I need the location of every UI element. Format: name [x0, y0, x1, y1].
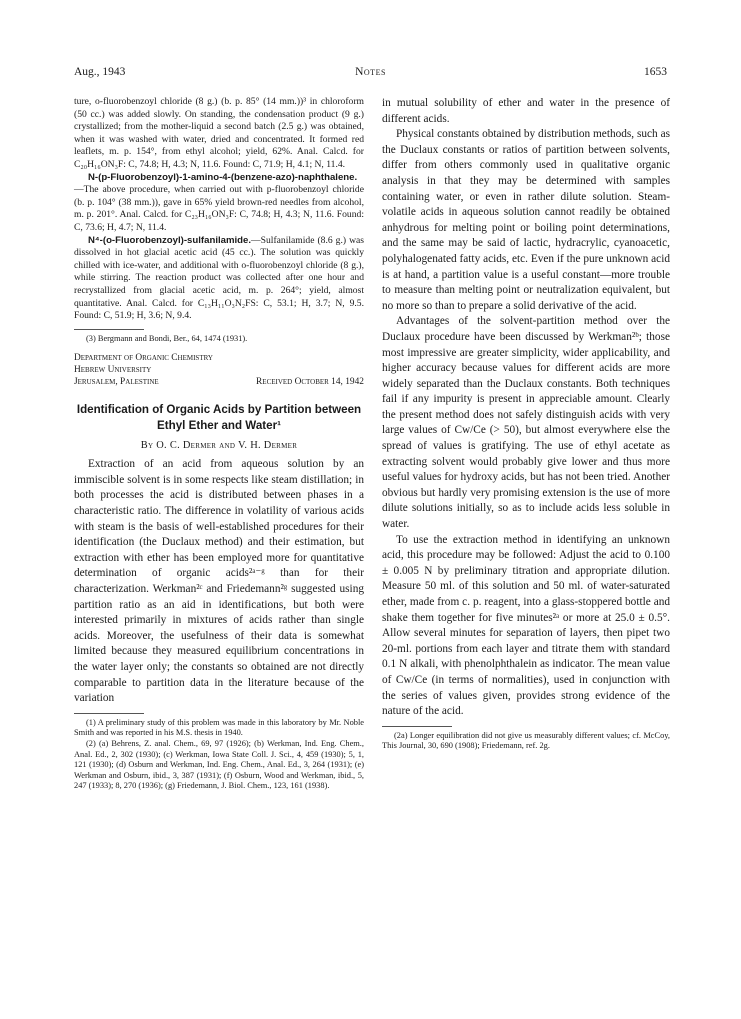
footnote-3: (3) Bergmann and Bondi, Ber., 64, 1474 (1931).: [86, 333, 248, 343]
body-paragraph-intro: Extraction of an acid from aqueous solution by an immiscible solvent is in some respects like steam distillation; in both processes the acid is distributed between phases in a characteristic ratio. The difference in volatility of various acids with steam is the basis of well-established procedures for their identification (the Duclaux method) and their estimation, but extraction with ether has been employed more for quantitative determination of organic acids²ᵃ⁻ᵍ than for their characterization. Werkman²ᶜ and Friedemann²ᵍ suggested using partition ratio as an aid in identifications, but both were interested primarily in mixtures of acids rather than single acids. Moreover, the usefulness of their data is somewhat limited because they measured equilibrium concentrations in the water layer only; the constants so obtained are not directly comparable to partition data in the literature because of the variation: [74, 458, 364, 705]
article-authors: By O. C. Dermer and V. H. Dermer: [140, 440, 298, 452]
paragraph-synthesis-continued: ture, o-fluorobenzoyl chloride (8 g.) (b. p. 85° (14 mm.))³ in chloroform (50 cc.) was added slowly. On standing, the condensation product (9 g.) crystallized; from the mother-liquid a second batch (2.5 g.) was obtained, when it was washed with water, dried and concentrated. It formed red leaflets, m. p. 154°, from ethyl alcohol; yield, 62%. Anal. Calcd. for C₂₀H₁₆ON₃F: C, 74.8; H, 4.3; N, 11.6. Found: C, 71.9; H, 4.1; N, 11.4.: [74, 96, 364, 170]
body-paragraph-procedure: To use the extraction method in identifying an unknown acid, this procedure may be followed: Adjust the acid to 0.100 ± 0.005 N by preliminary titration and appropriate dilution. Measure 50 ml. of this solution and 50 ml. of water-saturated ether, made from c. p. reagent, into a glass-stoppered bottle and shake them together for five minutes²ᵃ or more at 25.0 ± 0.5°. Allow several minutes for separation of layers, then pipet two 20-ml. portions from each layer and titrate them with standard 0.1 N alkali, with phenolphthalein as indicator. The mean value of Cw/Ce (in terms of normalities), used in conjunction with the series of values given, provides strong evidence of the nature of the acid.: [382, 533, 670, 718]
body-paragraph-advantages: Advantages of the solvent-partition method over the Duclaux procedure have been discussed by Werkman²ᵇ; those most impressive are greater simplicity, wider applicability, and higher accuracy because values for different acids are more widely separated than the Duclaux constants. Both techniques fail if any impurity is present in appreciable amount. Clearly the present method does not safely distinguish acids with very large values of Cw/Ce (> 50), but almost everywhere else the spread of values is gratifying. The use of ethyl acetate as extracting solvent would probably give lower and thus more useful values for hydroxy acids, but has not been tried. Another obvious but hardly very promising extension is the use of more dilute solutions initially, so as to include acids less soluble in water.: [382, 315, 670, 531]
paragraph-sulfanilamide: [74, 235, 364, 323]
right-column: [382, 96, 670, 752]
article-title: Identification of Organic Acids by Partition between Ethyl Ether and Water¹: [76, 403, 362, 432]
compound-heading: N-(p-Fluorobenzoyl)-1-amino-4-(benzene-azo)-naphthalene.: [88, 171, 358, 183]
affiliation-department: Department of Organic Chemistry: [74, 353, 213, 364]
affiliation-block: [74, 352, 364, 388]
running-head: [74, 66, 667, 82]
left-column: [74, 96, 364, 792]
compound-heading: N⁴-(o-Fluorobenzoyl)-sulfanilamide.: [88, 234, 252, 246]
section-title: Notes: [355, 66, 386, 78]
footnote-2: (2) (a) Behrens, Z. anal. Chem., 69, 97 (1926); (b) Werkman, Ind. Eng. Chem., Anal. Ed., 2, 302 (1930); (c) Werkman, Iowa State Coll. J. Sci., 4, 459 (1930); 5, 1, 121 (1930); (d) Osburn and Werkman, Ind. Eng. Chem., Anal. Ed., 3, 264 (1931); (e) Werkman and Osburn, ibid., 3, 387 (1931); (f) Osburn, Wood and Werkman, ibid., 5, 247 (1933); 8, 270 (1936); (g) Friedemann, J. Biol. Chem., 123, 161 (1938).: [74, 738, 364, 791]
issue-date: Aug., 1943: [74, 66, 126, 78]
body-paragraph-continued: in mutual solubility of ether and water in the presence of different acids.: [382, 97, 670, 125]
affiliation-city: Jerusalem, Palestine: [74, 377, 159, 388]
affiliation-location-row: [74, 376, 364, 388]
body-paragraph-physical-constants: Physical constants obtained by distribution methods, such as the Duclaux constants or ratios of partition between solvents, differ from others commonly used in qualitative organic analysis in that they may be determined with samples containing water, or even in rather dilute solution. Steam-volatile acids in aqueous solution cannot readily be obtained anhydrous for melting point or boiling point determinations, and the same may be said of lactic, hydracrylic, cyanoacetic, polyhalogenated fatty acids, etc. Even if the pure unknown acid is at hand, a partition value is a useful constant—more trouble to measure than melting point or neutralization equivalent, but no more so than to prepare a solid derivative of the acid.: [382, 128, 670, 312]
affiliation-university: Hebrew University: [74, 365, 152, 376]
footnote-2a: (2a) Longer equilibration did not give us measurably different values; cf. McCoy, This Journal, 30, 690 (1908); Friedemann, ref. 2g.: [382, 730, 670, 751]
footnote-rule: [74, 329, 144, 330]
footnote-rule: [382, 726, 452, 727]
page-number: 1653: [644, 66, 667, 78]
received-date: Received October 14, 1942: [256, 377, 364, 388]
compound-text: —The above procedure, when carried out with p-fluorobenzoyl chloride (b. p. 104° (38 mm.)), gave in 65% yield brown-red needles from alcohol, m. p. 201°. Anal. Calcd. for C₂₃H₁₆ON₃F: C, 74.8; H, 4.3; N, 11.6. Found: C, 73.6; H, 4.7; N, 11.4.: [74, 184, 364, 233]
footnote-1: (1) A preliminary study of this problem was made in this laboratory by Mr. Noble Smith and was reported in his M.S. thesis in 1940.: [74, 717, 364, 738]
compound-text: —Sulfanilamide (8.6 g.) was dissolved in hot glacial acetic acid (45 cc.). The solution was quickly chilled with ice-water, and additional with o-fluorobenzoyl chloride (8 g.), while stirring. The reaction product was collected after one hour and recrystallized from glacial acetic acid, m. p. 264°; yield, almost quantitative. Anal. Calcd. for C₁₃H₁₁O₃N₂FS: C, 53.1; H, 3.7; N, 9.5. Found: C, 51.9; H, 3.6; N, 9.4.: [74, 234, 364, 322]
footnote-rule: [74, 713, 144, 714]
paragraph-naphthalene: [74, 172, 364, 235]
